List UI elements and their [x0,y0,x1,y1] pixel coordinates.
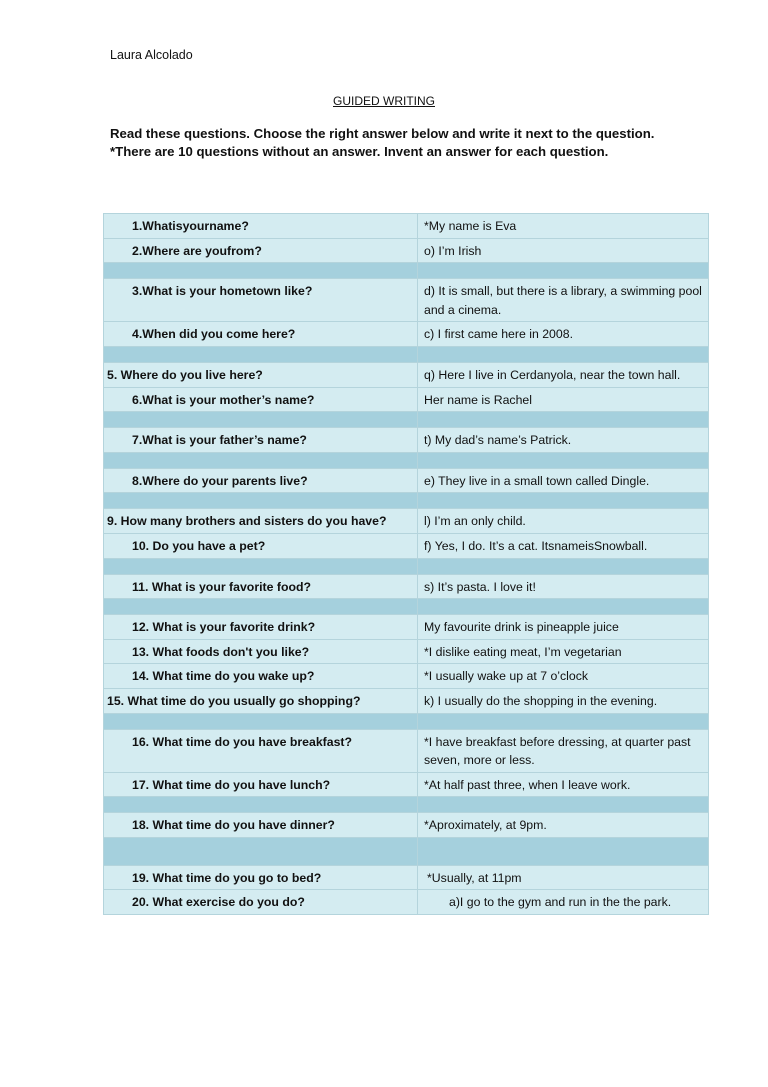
spacer-cell [418,263,709,279]
question-cell: 17. What time do you have lunch? [104,772,418,797]
question-cell: 2.Where are youfrom? [104,238,418,263]
spacer-row [104,599,709,615]
spacer-row [104,452,709,468]
table-row [104,238,709,263]
instructions [110,125,670,161]
spacer-row [104,493,709,509]
question-cell: 12. What is your favorite drink? [104,615,418,640]
table-row [104,214,709,239]
answer-cell: q) Here I live in Cerdanyola, near the town hall. [418,362,709,387]
questions-table-body [104,214,709,915]
answer-cell: *I dislike eating meat, I’m vegetarian [418,639,709,664]
spacer-cell [104,346,418,362]
table-row [104,362,709,387]
answer-cell: *My name is Eva [418,214,709,239]
question-cell: 7.What is your father’s name? [104,428,418,453]
table-row [104,615,709,640]
spacer-cell [104,263,418,279]
table-row [104,890,709,915]
instructions-line-1: Read these questions. Choose the right answer below and write it next to the question. [110,126,655,141]
answer-cell: d) It is small, but there is a library, a swimming pool and a cinema. [418,279,709,322]
table-row [104,865,709,890]
answer-cell: l) I’m an only child. [418,509,709,534]
spacer-cell [104,713,418,729]
question-cell: 13. What foods don't you like? [104,639,418,664]
spacer-row [104,558,709,574]
answer-cell: *At half past three, when I leave work. [418,772,709,797]
question-cell: 9. How many brothers and sisters do you have? [104,509,418,534]
table-row [104,813,709,838]
table-row [104,322,709,347]
answer-cell: *I have breakfast before dressing, at quarter past seven, more or less. [418,729,709,772]
answer-cell: o) I’m Irish [418,238,709,263]
table-row [104,574,709,599]
answer-cell: *I usually wake up at 7 o’clock [418,664,709,689]
answer-cell: k) I usually do the shopping in the evening. [418,688,709,713]
answer-cell: *Aproximately, at 9pm. [418,813,709,838]
question-cell: 14. What time do you wake up? [104,664,418,689]
answer-cell: a)I go to the gym and run in the the park. [418,890,709,915]
spacer-cell [418,452,709,468]
answer-cell: e) They live in a small town called Dingle. [418,468,709,493]
question-cell: 20. What exercise do you do? [104,890,418,915]
spacer-cell [418,493,709,509]
answer-cell: *Usually, at 11pm [418,865,709,890]
answer-cell: Her name is Rachel [418,387,709,412]
instructions-line-2: *There are 10 questions without an answer. Invent an answer for each question. [110,144,609,159]
answer-cell: f) Yes, I do. It’s a cat. ItsnameisSnowball. [418,533,709,558]
spacer-cell [104,599,418,615]
spacer-cell [104,412,418,428]
spacer-cell [104,493,418,509]
question-cell: 15. What time do you usually go shopping? [104,688,418,713]
spacer-row [104,412,709,428]
question-cell: 11. What is your favorite food? [104,574,418,599]
spacer-cell [418,558,709,574]
table-row [104,639,709,664]
answer-cell: My favourite drink is pineapple juice [418,615,709,640]
questions-table [103,213,709,915]
table-row [104,468,709,493]
table-row [104,772,709,797]
answer-cell: c) I first came here in 2008. [418,322,709,347]
table-row [104,279,709,322]
spacer-row [104,346,709,362]
spacer-cell [104,837,418,865]
spacer-row [104,797,709,813]
author-name: Laura Alcolado [110,48,193,62]
spacer-cell [418,713,709,729]
spacer-cell [104,797,418,813]
question-cell: 6.What is your mother’s name? [104,387,418,412]
spacer-row [104,263,709,279]
answer-cell: t) My dad’s name’s Patrick. [418,428,709,453]
table-row [104,509,709,534]
document-title: GUIDED WRITING [333,94,435,108]
answer-cell: s) It’s pasta. I love it! [418,574,709,599]
spacer-cell [104,558,418,574]
spacer-cell [418,837,709,865]
spacer-cell [418,797,709,813]
question-cell: 3.What is your hometown like? [104,279,418,322]
table-row [104,664,709,689]
question-cell: 16. What time do you have breakfast? [104,729,418,772]
spacer-cell [418,599,709,615]
table-row [104,688,709,713]
question-cell: 19. What time do you go to bed? [104,865,418,890]
question-cell: 5. Where do you live here? [104,362,418,387]
spacer-cell [418,412,709,428]
table-row [104,533,709,558]
question-cell: 4.When did you come here? [104,322,418,347]
spacer-row [104,837,709,865]
question-cell: 1.Whatisyourname? [104,214,418,239]
table-row [104,729,709,772]
question-cell: 18. What time do you have dinner? [104,813,418,838]
question-cell: 8.Where do your parents live? [104,468,418,493]
table-row [104,387,709,412]
spacer-cell [104,452,418,468]
table-row [104,428,709,453]
question-cell: 10. Do you have a pet? [104,533,418,558]
spacer-cell [418,346,709,362]
spacer-row [104,713,709,729]
